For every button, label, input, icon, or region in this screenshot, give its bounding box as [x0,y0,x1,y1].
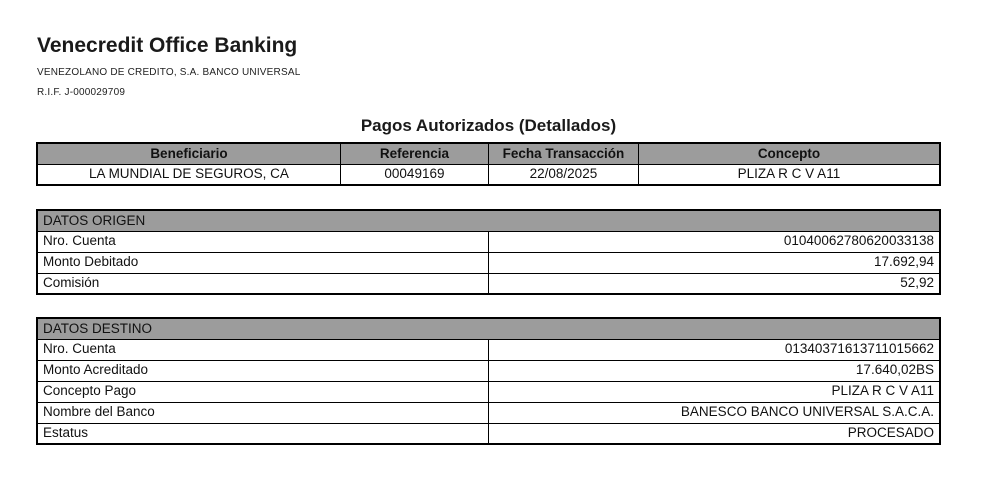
destino-nombre-banco-value: BANESCO BANCO UNIVERSAL S.A.C.A. [489,402,941,423]
table-row [37,252,940,273]
destino-concepto-pago-value: PLIZA R C V A11 [489,381,941,402]
datos-origen-title: DATOS ORIGEN [37,210,940,231]
destino-nro-cuenta-value: 01340371613711015662 [489,339,941,360]
cell-beneficiario: LA MUNDIAL DE SEGUROS, CA [37,164,340,185]
table-row [37,423,940,444]
table-row [37,231,940,252]
report-title: Pagos Autorizados (Detallados) [360,116,617,135]
table-row [37,381,940,402]
column-header-beneficiario: Beneficiario [37,143,340,164]
cell-fecha-transaccion: 22/08/2025 [488,164,638,185]
table-row [37,273,940,294]
origen-monto-debitado-label: Monto Debitado [37,252,489,273]
payment-table-header-row [37,143,940,164]
datos-destino-table [36,317,941,445]
datos-origen-table [36,209,941,295]
origen-comision-label: Comisión [37,273,489,294]
destino-monto-acreditado-label: Monto Acreditado [37,360,489,381]
cell-referencia: 00049169 [340,164,488,185]
bank-subtitle: VENEZOLANO DE CREDITO, S.A. BANCO UNIVERSAL [37,67,301,79]
payment-summary-table [36,142,941,186]
column-header-concepto: Concepto [638,143,940,164]
destino-monto-acreditado-value: 17.640,02BS [489,360,941,381]
datos-destino-title: DATOS DESTINO [37,318,940,339]
datos-destino-header-row [37,318,940,339]
column-header-referencia: Referencia [340,143,488,164]
destino-nro-cuenta-label: Nro. Cuenta [37,339,489,360]
destino-estatus-label: Estatus [37,423,489,444]
origen-nro-cuenta-value: 01040062780620033138 [489,231,941,252]
destino-nombre-banco-label: Nombre del Banco [37,402,489,423]
origen-nro-cuenta-label: Nro. Cuenta [37,231,489,252]
destino-concepto-pago-label: Concepto Pago [37,381,489,402]
table-row [37,339,940,360]
column-header-fecha-transaccion: Fecha Transacción [488,143,638,164]
datos-origen-header-row [37,210,940,231]
table-row [37,402,940,423]
bank-title: Venecredit Office Banking [37,34,298,57]
table-row [37,360,940,381]
bank-letterhead [37,34,300,98]
cell-concepto: PLIZA R C V A11 [638,164,940,185]
origen-comision-value: 52,92 [489,273,941,294]
payment-table-row [37,164,940,185]
destino-estatus-value: PROCESADO [489,423,941,444]
origen-monto-debitado-value: 17.692,94 [489,252,941,273]
bank-rif: R.I.F. J-000029709 [37,87,126,99]
